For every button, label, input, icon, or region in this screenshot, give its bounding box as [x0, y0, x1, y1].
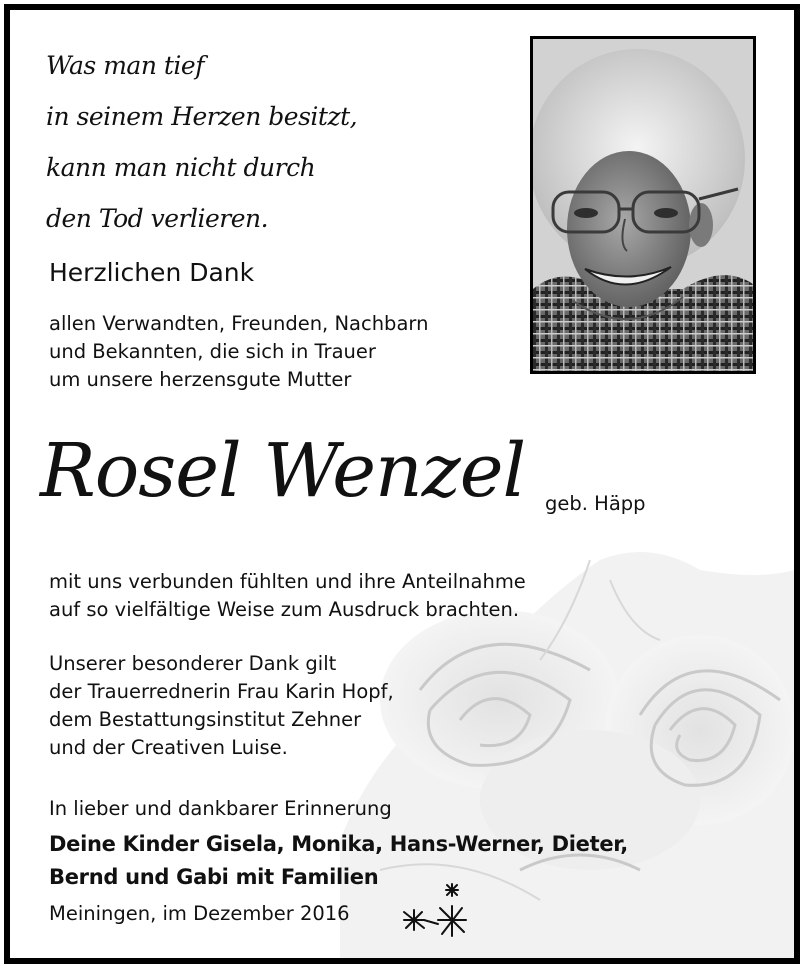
place-date: Meiningen, im Dezember 2016 — [49, 902, 350, 925]
flower-sprigs-icon — [390, 882, 470, 942]
obituary-notice — [4, 4, 800, 964]
text-line: allen Verwandten, Freunden, Nachbarn — [49, 312, 429, 335]
special-thanks-paragraph — [49, 650, 394, 762]
portrait-illustration — [533, 39, 753, 371]
signers-line: Deine Kinder Gisela, Monika, Hans-Werner, Dieter, — [49, 832, 628, 856]
signers — [49, 828, 628, 894]
text-line: dem Bestattungsinstitut Zehner — [49, 708, 362, 731]
text-line: und Bekannten, die sich in Trauer — [49, 340, 376, 363]
motto-line: Was man tief — [46, 51, 204, 80]
motto-line: den Tod verlieren. — [46, 204, 269, 233]
text-line: mit uns verbunden fühlten und ihre Anteilnahme — [49, 570, 526, 593]
text-line: auf so vielfältige Weise zum Ausdruck brachten. — [49, 598, 520, 621]
deceased-name: Rosel Wenzel — [40, 428, 526, 514]
motto-line: kann man nicht durch — [46, 153, 316, 182]
signers-line: Bernd und Gabi mit Familien — [49, 865, 379, 889]
portrait-photo — [530, 36, 756, 374]
text-line: der Trauerrednerin Frau Karin Hopf, — [49, 680, 394, 703]
motto-line: in seinem Herzen besitzt, — [46, 102, 358, 131]
text-line: und der Creativen Luise. — [49, 736, 288, 759]
sympathy-paragraph — [49, 568, 526, 624]
thanks-heading: Herzlichen Dank — [49, 258, 255, 287]
text-line: um unsere herzensgute Mutter — [49, 368, 352, 391]
remembrance-line: In lieber und dankbarer Erinnerung — [49, 797, 392, 820]
motto-quote — [46, 40, 506, 244]
intro-paragraph — [49, 310, 428, 394]
birth-name: geb. Häpp — [545, 492, 646, 515]
text-line: Unserer besonderer Dank gilt — [49, 652, 337, 675]
